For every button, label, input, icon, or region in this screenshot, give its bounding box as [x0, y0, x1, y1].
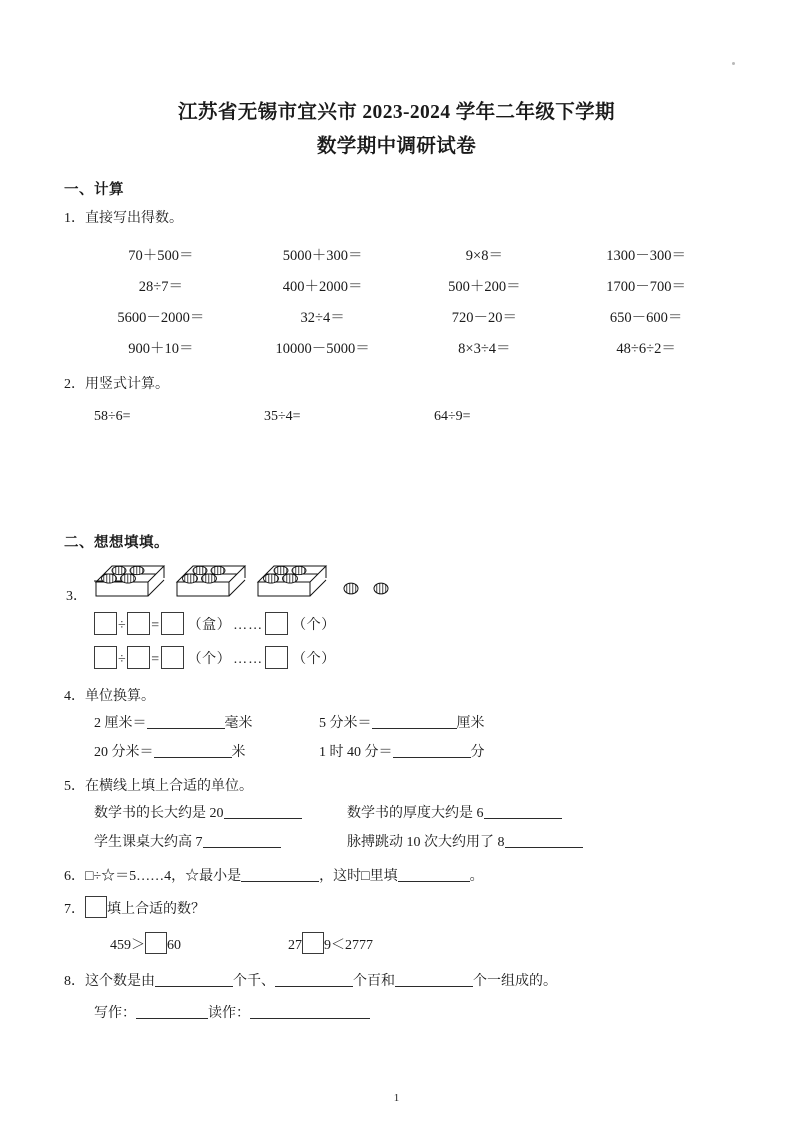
unit-fill-text: 数学书的长大约是 20: [94, 806, 224, 821]
question-5-number: 5．: [64, 779, 85, 794]
blank-line[interactable]: [372, 713, 457, 729]
unit-fill-item: [347, 799, 647, 828]
conversion-left: 5 分米＝: [319, 716, 372, 731]
unit-quotient-label: （盒）: [187, 618, 232, 633]
write-label: 写作：: [94, 1006, 136, 1021]
blank-line[interactable]: [505, 832, 583, 848]
unit-remainder-label: （个）: [292, 618, 336, 633]
answer-box[interactable]: [265, 646, 288, 669]
calc-item: 10000－5000＝: [275, 341, 370, 357]
unit-conversion-row: [64, 738, 733, 767]
conversion-right: 毫米: [224, 716, 253, 731]
question-2-prompt: 用竖式计算。: [85, 377, 169, 392]
question-8-number: 8．: [64, 974, 85, 989]
ellipsis-remainder: ……: [233, 652, 264, 667]
unit-fill-text: 学生课桌大约高 7: [94, 835, 203, 850]
inequality-item-2: [288, 930, 373, 962]
calc-item: 720－20＝: [451, 310, 517, 326]
inequality-item-1: [110, 930, 288, 962]
inequality-1-left: 459＞: [110, 938, 145, 953]
answer-box[interactable]: [265, 612, 288, 635]
calc-item: 5600－2000＝: [117, 310, 205, 326]
question-6-number: 6．: [64, 869, 85, 884]
inequality-1-right: 60: [167, 938, 181, 953]
blank-line[interactable]: [203, 832, 281, 848]
question-5: [64, 774, 733, 799]
title-line-2: 数学期中调研试卷: [316, 136, 477, 157]
unit-fill-item: [347, 828, 647, 857]
blank-line[interactable]: [398, 866, 470, 882]
question-3-equation-2: ÷ = （个） …… （个）: [64, 643, 733, 677]
blank-line[interactable]: [275, 971, 353, 987]
calc-item: 28÷7＝: [138, 279, 183, 295]
question-7-prompt: 填上合适的数？: [107, 902, 205, 917]
conversion-left: 2 厘米＝: [94, 716, 147, 731]
inequality-row: [64, 930, 733, 962]
conversion-left: 20 分米＝: [94, 745, 154, 760]
answer-box[interactable]: [302, 932, 324, 954]
loose-items-group: [337, 582, 403, 609]
loose-item-icon: [343, 582, 359, 595]
inequality-2-right: 9＜2777: [324, 938, 373, 953]
tray-illustration: [256, 560, 330, 609]
question-8-write-read-row: [64, 1001, 733, 1026]
question-1-number: 1．: [64, 211, 85, 226]
question-6: [64, 864, 733, 889]
answer-box[interactable]: [127, 646, 150, 669]
vertical-calc-item: 58÷6=: [94, 409, 131, 424]
question-8-part-1: 这个数是由: [85, 974, 155, 989]
conversion-right: 厘米: [456, 716, 485, 731]
calc-item: 500＋200＝: [448, 279, 521, 295]
answer-box[interactable]: [94, 612, 117, 635]
title-line-1: 江苏省无锡市宜兴市 2023-2024 学年二年级下学期: [178, 102, 615, 123]
loose-item-icon: [373, 582, 389, 595]
blank-line[interactable]: [393, 742, 471, 758]
arithmetic-grid: [64, 241, 733, 365]
question-2-number: 2．: [64, 377, 85, 392]
calc-item: 8×3÷4＝: [458, 341, 511, 357]
blank-line[interactable]: [155, 971, 233, 987]
unit-quotient-label: （个）: [187, 652, 232, 667]
question-8-part-3: 个百和: [353, 974, 395, 989]
question-4-prompt: 单位换算。: [85, 689, 155, 704]
conversion-left: 1 时 40 分＝: [319, 745, 393, 760]
blank-line[interactable]: [250, 1003, 370, 1019]
question-1: [64, 206, 733, 231]
question-7-number: 7．: [64, 902, 85, 917]
blank-line[interactable]: [147, 713, 225, 729]
unit-conversion-item: [94, 709, 319, 738]
calc-item: 400＋2000＝: [282, 279, 363, 295]
question-8-part-2: 个千、: [233, 974, 275, 989]
page-title: [0, 0, 793, 164]
calc-item: 5000＋300＝: [282, 248, 363, 264]
page-number: 1: [393, 1092, 400, 1104]
vertical-calc-row: [64, 409, 733, 425]
calc-item: 900＋10＝: [128, 341, 194, 357]
question-4: [64, 684, 733, 709]
question-6-part-2: ，这时□里填: [319, 869, 398, 884]
inequality-2-left: 27: [288, 938, 302, 953]
unit-fill-text: 脉搏跳动 10 次大约用了 8: [347, 835, 505, 850]
question-2: [64, 372, 733, 397]
calc-item: 32÷4＝: [300, 310, 345, 326]
tray-illustration: [175, 560, 249, 609]
answer-box[interactable]: [127, 612, 150, 635]
answer-box[interactable]: [145, 932, 167, 954]
unit-fill-item: [94, 799, 347, 828]
unit-fill-text: 数学书的厚度大约是 6: [347, 806, 484, 821]
unit-remainder-label: （个）: [292, 652, 336, 667]
answer-box[interactable]: [161, 612, 184, 635]
ellipsis-remainder: ……: [233, 618, 264, 633]
calc-item: 9×8＝: [465, 248, 503, 264]
calc-item: 1700－700＝: [606, 279, 686, 295]
blank-line[interactable]: [241, 866, 319, 882]
question-7: [64, 896, 733, 922]
blank-line[interactable]: [224, 803, 302, 819]
unit-conversion-row: [64, 709, 733, 738]
calc-item: 70＋500＝: [128, 248, 194, 264]
answer-box[interactable]: [161, 646, 184, 669]
blank-line[interactable]: [395, 971, 473, 987]
unit-fill-item: [94, 828, 347, 857]
calc-item: 48÷6÷2＝: [616, 341, 676, 357]
unit-conversion-item: [319, 709, 619, 738]
calc-item: 1300－300＝: [606, 248, 686, 264]
page-corner-mark: [732, 62, 735, 65]
tray-illustration: [94, 560, 168, 609]
vertical-calc-item: 64÷9=: [434, 409, 471, 424]
work-space-area: [64, 425, 733, 517]
question-6-part-3: 。: [469, 869, 484, 884]
question-3-number: 3．: [66, 589, 87, 604]
conversion-right: 分: [470, 745, 485, 760]
question-8: [64, 969, 733, 994]
read-label: 读作：: [208, 1006, 250, 1021]
question-3: [64, 560, 733, 609]
section-heading-1: 一、计算: [64, 182, 124, 198]
unit-conversion-item: [94, 738, 319, 767]
unit-fill-row: [64, 799, 733, 828]
vertical-calc-item: 35÷4=: [264, 409, 301, 424]
question-5-prompt: 在横线上填上合适的单位。: [85, 779, 253, 794]
answer-box[interactable]: [94, 646, 117, 669]
blank-line[interactable]: [136, 1003, 208, 1019]
section-heading-2: 二、想想填填。: [64, 535, 169, 551]
question-4-number: 4．: [64, 689, 85, 704]
blank-line[interactable]: [154, 742, 232, 758]
calc-item: 650－600＝: [609, 310, 683, 326]
answer-box[interactable]: [85, 896, 107, 918]
question-1-prompt: 直接写出得数。: [85, 211, 183, 226]
question-8-part-4: 个一组成的。: [473, 974, 557, 989]
unit-conversion-item: [319, 738, 619, 767]
blank-line[interactable]: [484, 803, 562, 819]
conversion-right: 米: [231, 745, 246, 760]
question-3-equation-1: ÷ = （盒） …… （个）: [64, 609, 733, 643]
question-6-part-1: □÷☆＝5……4，☆最小是: [85, 869, 242, 884]
unit-fill-row: [64, 828, 733, 857]
